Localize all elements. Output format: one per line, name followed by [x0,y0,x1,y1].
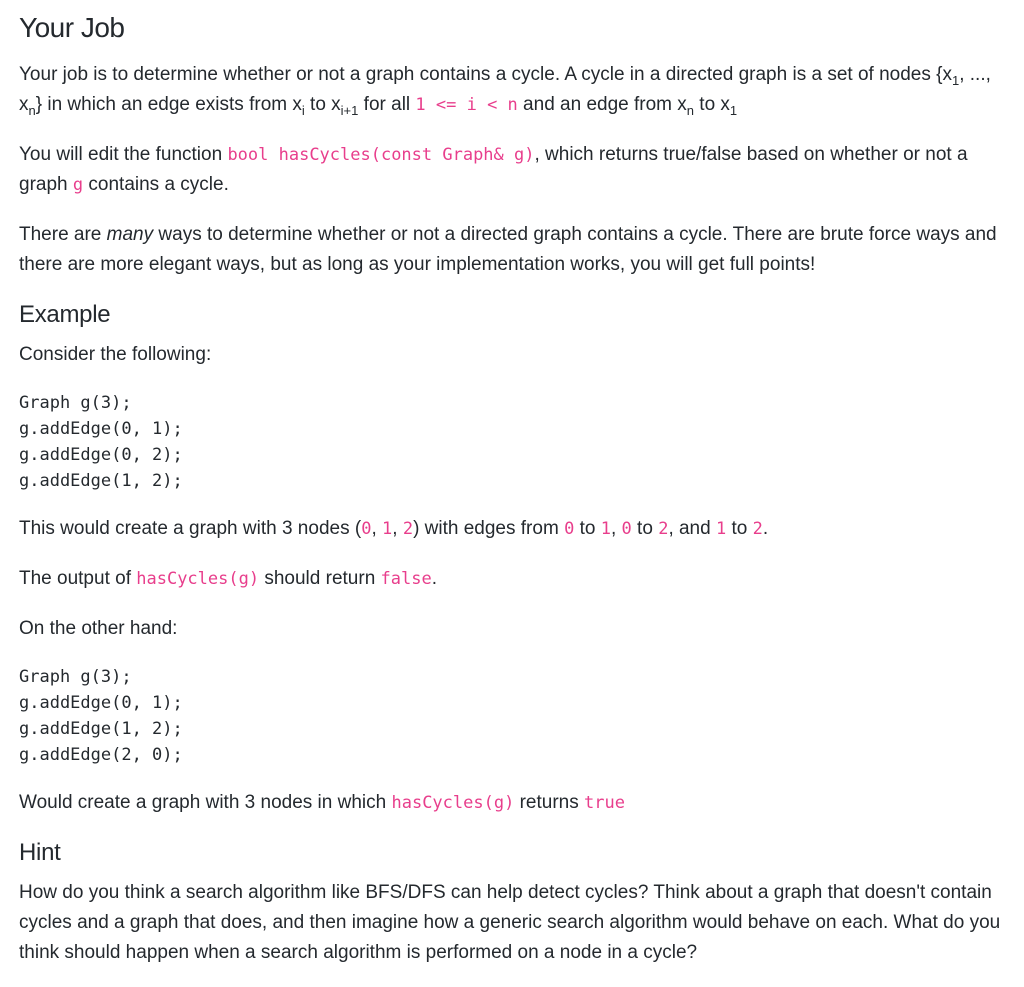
text: to x [304,94,341,115]
emphasis: many [106,224,154,245]
inline-code: 0 [621,519,632,539]
subscript: n [28,102,36,118]
subscript: i+1 [340,102,359,118]
inline-code: 2 [402,519,414,539]
consider-text: Consider the following: [19,344,212,365]
text: , [371,518,382,539]
subscript: n [686,102,695,118]
inline-code: 1 [600,519,611,539]
text: to [574,518,601,539]
text: to [631,518,659,539]
subscript: i [301,102,305,118]
hint-heading: Hint [19,839,61,866]
text: should return [259,568,381,589]
text: . [762,518,769,539]
inline-code: 1 [382,519,393,539]
inline-code: 1 [715,519,727,539]
text: contains a cycle. [83,174,229,195]
text: Your job is to determine whether or not a graph contains a cycle. A cycle in a directed graph is a set of nodes {x [19,64,952,85]
text: and an edge from x [517,94,687,115]
text: . [431,568,438,589]
text: You will edit the function [19,144,228,165]
hint-text: How do you think a search algorithm like BFS/DFS can help detect cycles? Think about a graph that doesn't contain cycles and a graph that does, and then imagine how a generic search algorithm would behave on each. What do you think should happen when a search algorithm is performed on a node in a cycle? [19,882,1001,963]
example-heading: Example [19,301,111,328]
text: ) with edges from [413,518,565,539]
inline-code: 1 <= i < n [415,95,518,115]
inline-code: hasCycles(g) [391,793,515,813]
inline-code: hasCycles(g) [136,569,260,589]
text: The output of [19,568,137,589]
text: to [726,518,753,539]
text: } in which an edge exists from x [35,94,302,115]
code-block-acyclic: Graph g(3); g.addEdge(0, 1); g.addEdge(0, 2); g.addEdge(1, 2); [19,393,183,491]
text: , and [668,518,716,539]
text: to x [694,94,730,115]
intro-paragraph-approaches [19,220,1005,280]
inline-code: true [584,793,625,813]
page-title: Your Job [19,12,125,43]
text: , which returns true/false based on whether or not a graph [19,144,968,195]
inline-code: false [380,569,432,589]
intro-paragraph-function [19,140,1005,200]
text: ways to determine whether or not a directed graph contains a cycle. There are brute force ways and there are more elegant ways, but as long as your implementation works, you will get full points! [19,224,997,275]
inline-code: 2 [658,519,669,539]
text: , [392,518,403,539]
subscript: 1 [729,102,738,118]
inline-code: 0 [361,519,372,539]
subscript: 1 [951,72,960,88]
inline-code: g [72,175,84,195]
intro-paragraph-cycle-definition [19,60,1005,120]
text: for all [358,94,416,115]
text: This would create a graph with 3 nodes ( [19,518,362,539]
inline-code: 2 [752,519,763,539]
text: Would create a graph with 3 nodes in which [19,792,392,813]
inline-code: 0 [564,519,575,539]
text: returns [514,792,585,813]
cyclic-output [19,788,1005,818]
text: , [610,518,622,539]
other-hand-text: On the other hand: [19,618,178,639]
text: , ..., x [19,64,991,115]
text: There are [19,224,107,245]
code-block-cyclic: Graph g(3); g.addEdge(0, 1); g.addEdge(1, 2); g.addEdge(2, 0); [19,667,183,765]
acyclic-description [19,514,1005,544]
acyclic-output [19,564,1005,594]
inline-code: bool hasCycles(const Graph& g) [227,145,535,165]
